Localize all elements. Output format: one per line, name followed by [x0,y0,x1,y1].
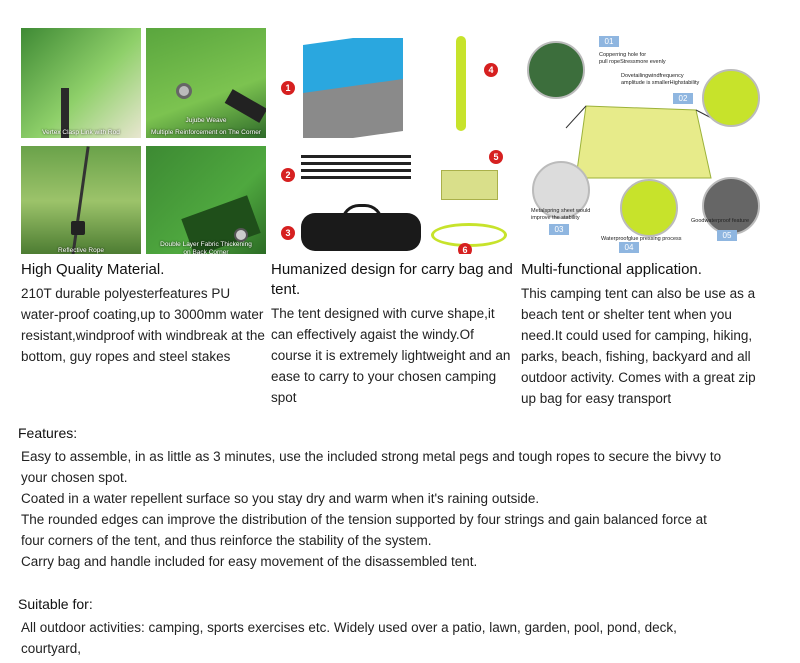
note-pullrope: pull ropeStressmore evenly [599,59,666,65]
features-section [18,424,788,572]
features-line: Easy to assemble, in as little as 3 minutes, use the included strong metal pegs and tough ropes to secure the bivvy to [21,449,722,464]
note-glue: Waterproofglue pressing process [601,236,682,242]
number-badge-5: 5 [489,150,503,164]
features-line: The rounded edges can improve the distribution of the tension supported by four strings and gain balanced force at [21,512,707,527]
note-waterproof: Goodwaterproof feature [691,218,750,224]
vertex-clasp-photo [21,28,141,138]
suitable-section [18,595,788,659]
number-badge-6: 6 [458,243,472,254]
caption-double-layer: Double Layer Fabric Thickening [160,241,252,248]
material-image [21,28,266,254]
features-line: your chosen spot. [21,470,128,485]
application-title: Multi-functional application. [521,261,702,278]
tag-04: 04 [619,242,639,253]
number-badge-4: 4 [484,63,498,77]
caption-back-corner: on Back Corner [183,249,229,254]
number-badge-3: 3 [281,226,295,240]
caption-jujube: Jujube Weave [185,117,227,124]
suitable-line: courtyard, [21,641,82,656]
material-title: High Quality Material. [21,261,165,278]
features-line: Carry bag and handle included for easy movement of the disassembled tent. [21,554,478,569]
carry-title: Humanized design for carry bag and tent. [271,261,513,298]
features-line: Coated in a water repellent surface so you stay dry and warm when it's raining outside. [21,491,540,506]
carry-body: The tent designed with curve shape,it can effectively agaist the windy.Of course it is extremely lightweight and an ease to carry to your chosen camping spot [271,306,511,405]
note-amplitude: amplitude is smallerHighstability [621,80,700,86]
suitable-title: Suitable for: [18,596,93,612]
carry-column [271,28,516,408]
double-layer-photo [146,146,266,254]
tag-03: 03 [549,224,569,235]
tag-01: 01 [599,36,619,47]
application-column [521,28,766,409]
number-badge-1: 1 [281,81,295,95]
tent-sheet [303,38,403,138]
reflective-rope-photo [21,146,141,254]
carry-image [271,28,516,254]
features-line: four corners of the tent, and thus reinforce the stability of the system. [21,533,432,548]
carry-bag-handle [341,204,383,223]
material-column [21,28,266,367]
stakes-bag [441,170,498,200]
number-badge-2: 2 [281,168,295,182]
tag-05: 05 [717,230,737,241]
note-dovetailing: Dovetailingwindfrequency [621,73,684,79]
note-copperring: Copperring hole for [599,52,647,58]
tag-02: 02 [673,93,693,104]
pole-bag [456,36,466,131]
application-image [521,28,766,254]
features-title: Features: [18,425,78,441]
suitable-line: All outdoor activities: camping, sports exercises etc. Widely used over a patio, lawn, garden, pool, pond, deck, [21,620,677,635]
material-body: 210T durable polyesterfeatures PU water-proof coating,up to 3000mm water resistant,windproof with windbreak at the bottom, guy ropes and steel stakes [21,286,265,364]
caption-reflective-rope: Reflective Rope [58,247,104,254]
jujube-weave-photo [146,28,266,138]
caption-reinforcement: Multiple Reinforcement on The Corner [150,129,262,136]
caption-vertex-clasp: Vertex Clasp Link with Rod [42,129,120,136]
note-metalspring: Metalspring sheet would [531,208,591,214]
note-improve: improve the stability [531,215,580,221]
application-body: This camping tent can also be use as a beach tent or shelter tent when you need.It could used for camping, hiking, parks, beach, fishing, backyard and all outdoor activity. Comes with a great zip up bag for easy transport [521,286,756,406]
poles [301,153,411,183]
